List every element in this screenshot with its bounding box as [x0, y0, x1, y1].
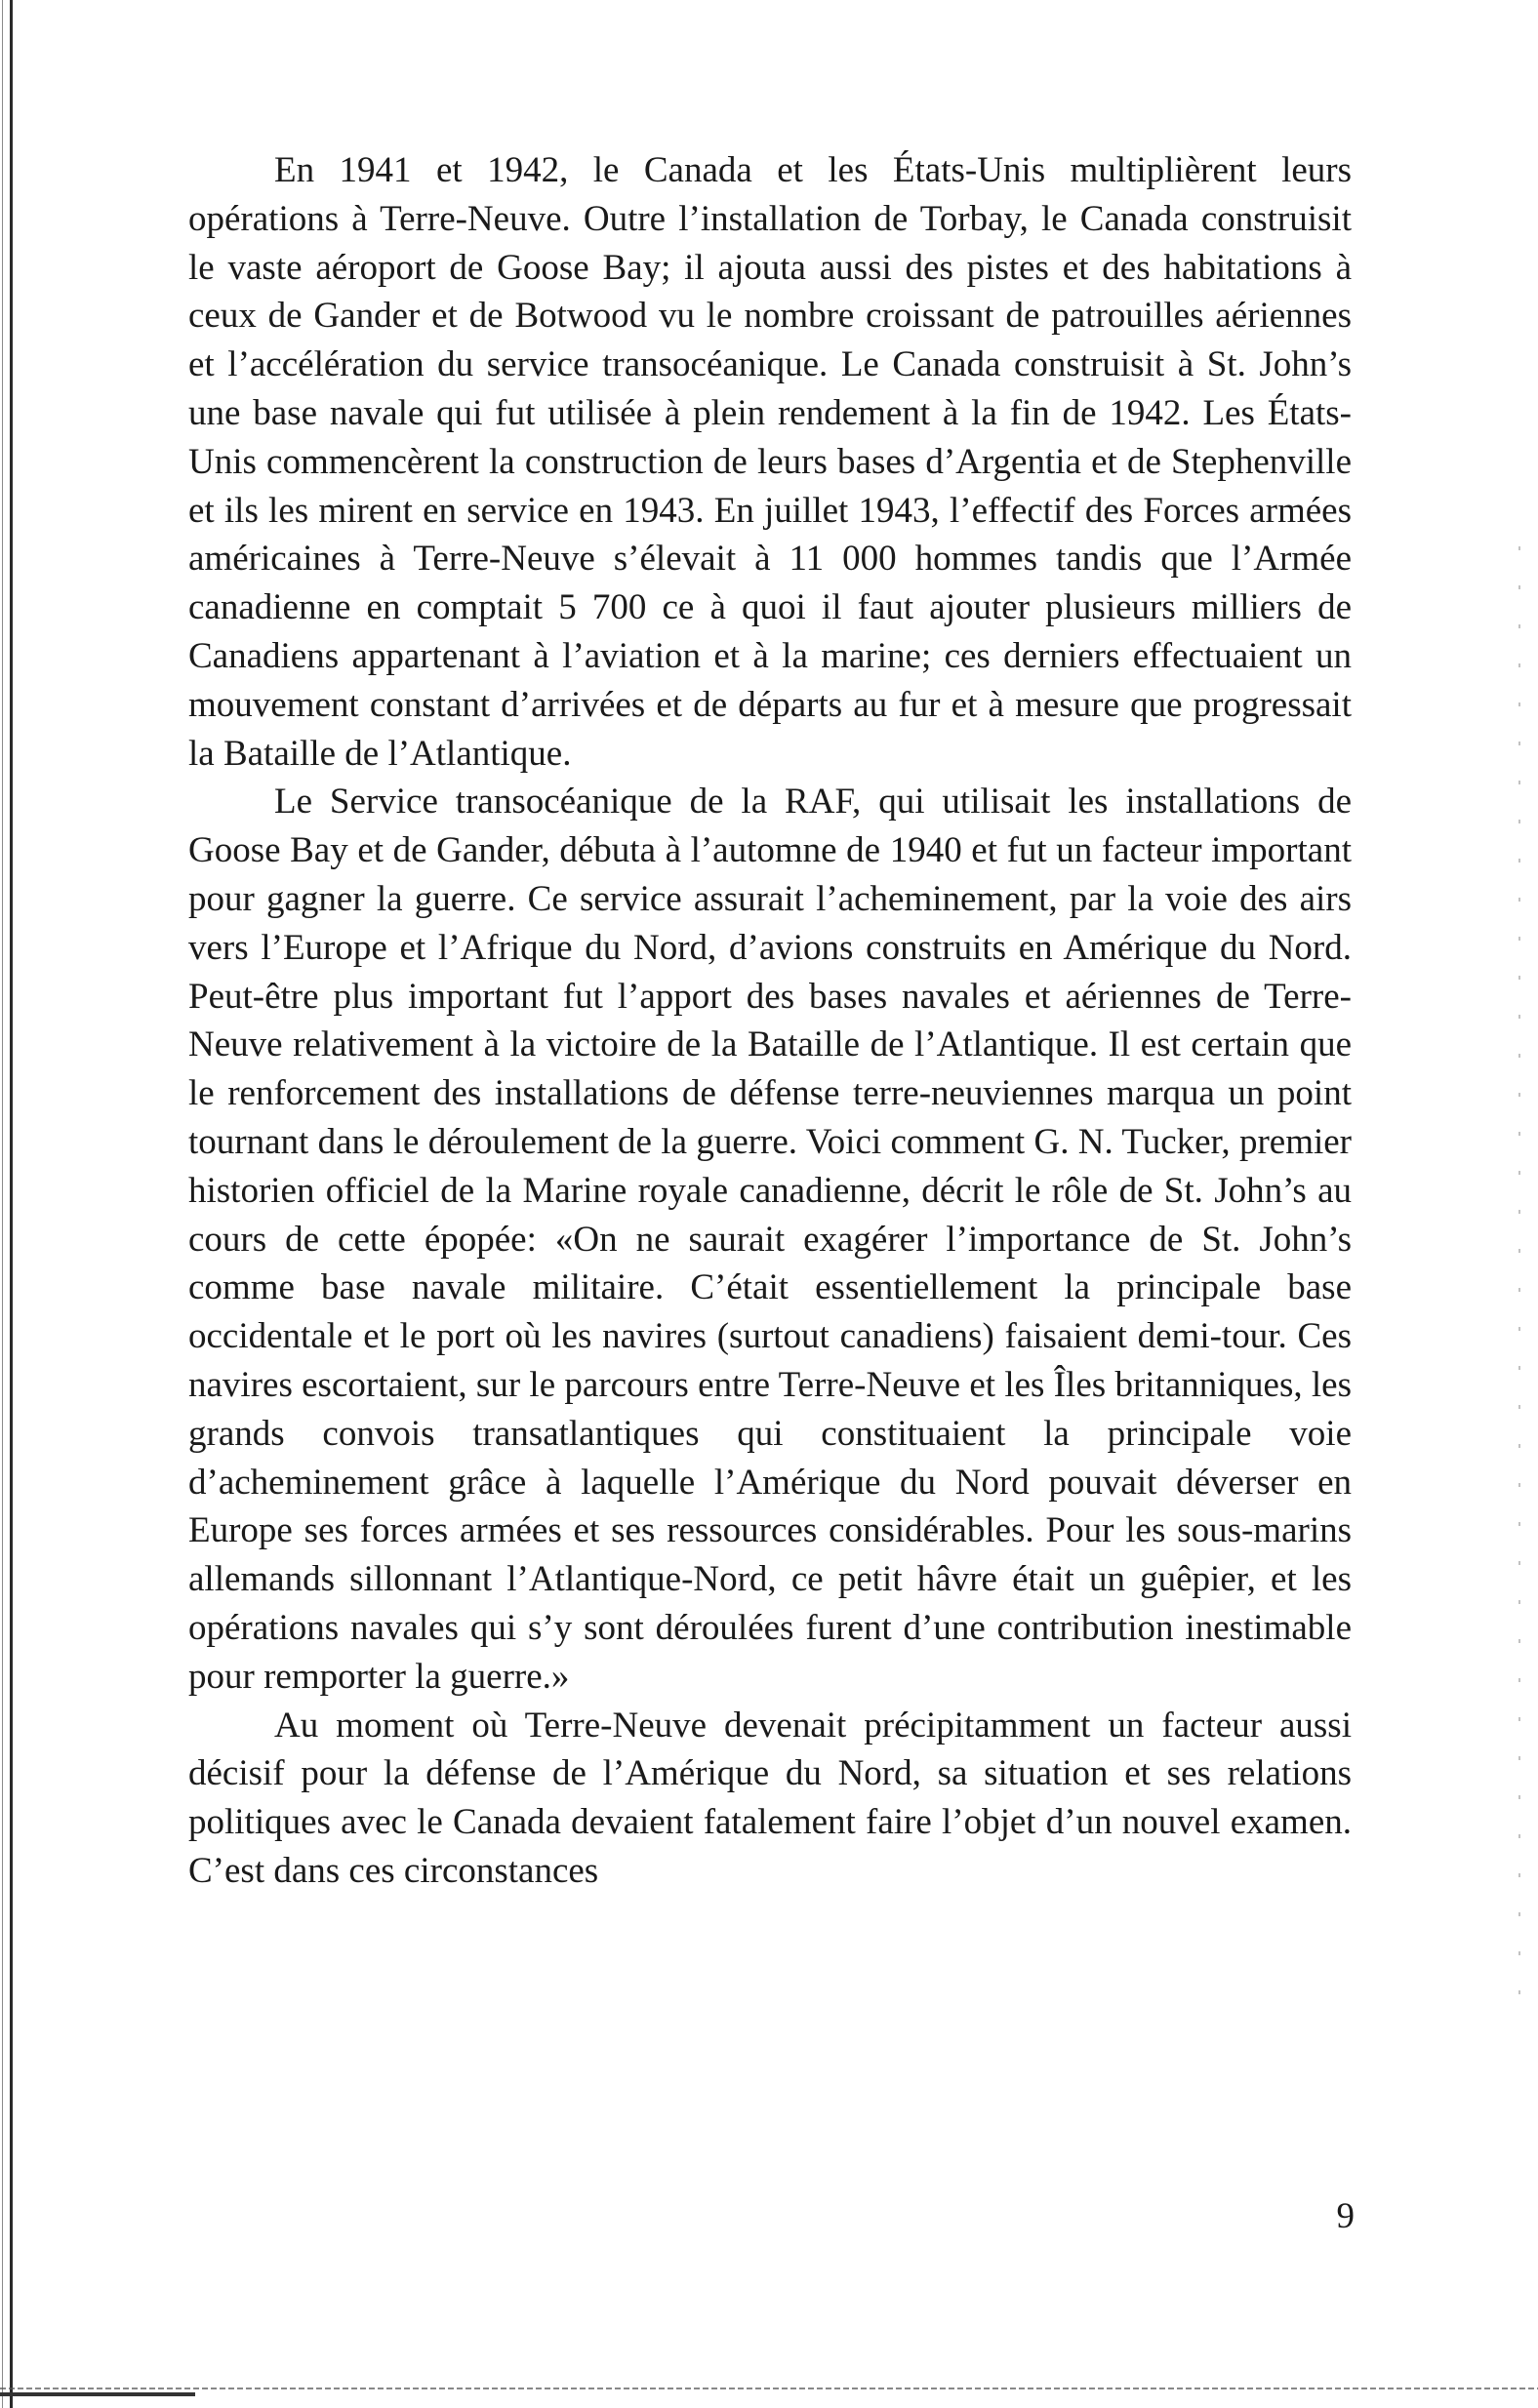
paragraph-3: Au moment où Terre-Neuve devenait précipitamment un facteur aussi décisif pour la défense de l’Amérique du Nord, sa situation et ses relations politiques avec le Canada devaient fatalement faire l’objet d’un nouvel examen. C’est dans ces circonstances [188, 1705, 1352, 1891]
page-number: 9 [1336, 2196, 1355, 2236]
scan-bottom-corner [0, 2392, 195, 2396]
scan-speckle-right [1518, 546, 1520, 2010]
binding-shadow-line [2, 0, 3, 2408]
paragraph-1: En 1941 et 1942, le Canada et les États-Unis multiplièrent leurs opérations à Terre-Neuve. Outre l’installation de Torbay, le Canada construisit le vaste aéroport de Goose Bay; il ajouta aussi des pistes et des habitations à ceux de Gander et de Botwood vu le nombre croissant de patrouilles aériennes et l’accélération du service transocéanique. Le Canada construisit à St. John’s une base navale qui fut utilisée à plein rendement à la fin de 1942. Les États-Unis commencèrent la construction de leurs bases d’Argentia et de Stephenville et ils les mirent en service en 1943. En juillet 1943, l’effectif des Forces armées américaines à Terre-Neuve s’élevait à 11 000 hommes tandis que l’Armée canadienne en comptait 5 700 ce à quoi il faut ajouter plusieurs milliers de Canadiens appartenant à l’aviation et à la marine; ces derniers effectuaient un mouvement constant d’arrivées et de départs au fur et à mesure que progressait la Bataille de l’Atlantique. [188, 150, 1352, 774]
body-text [188, 146, 1352, 1896]
scan-bottom-edge [0, 2388, 1538, 2389]
binding-edge-line [10, 0, 13, 2408]
paragraph-2: Le Service transocéanique de la RAF, qui utilisait les installations de Goose Bay et de Gander, débuta à l’automne de 1940 et fut un facteur important pour gagner la guerre. Ce service assurait l’acheminement, par la voie des airs vers l’Europe et l’Afrique du Nord, d’avions construits en Amérique du Nord. Peut-être plus important fut l’apport des bases navales et aériennes de Terre-Neuve relativement à la victoire de la Bataille de l’Atlantique. Il est certain que le renforcement des installations de défense terre-neuviennes marqua un point tournant dans le déroulement de la guerre. Voici comment G. N. Tucker, premier historien officiel de la Marine royale canadienne, décrit le rôle de St. John’s au cours de cette épopée: «On ne saurait exagérer l’importance de St. John’s comme base navale militaire. C’était essentiellement la principale base occidentale et le port où les navires (surtout canadiens) faisaient demi-tour. Ces navires escortaient, sur le parcours entre Terre-Neuve et les Îles britanniques, les grands convois transatlantiques qui constituaient la principale voie d’acheminement grâce à laquelle l’Amérique du Nord pouvait déverser en Europe ses forces armées et ses ressources considérables. Pour les sous-marins allemands sillonnant l’Atlantique-Nord, ce petit hâvre était un guêpier, et les opérations navales qui s’y sont déroulées furent d’une contribution inestimable pour remporter la guerre.» [188, 782, 1352, 1697]
